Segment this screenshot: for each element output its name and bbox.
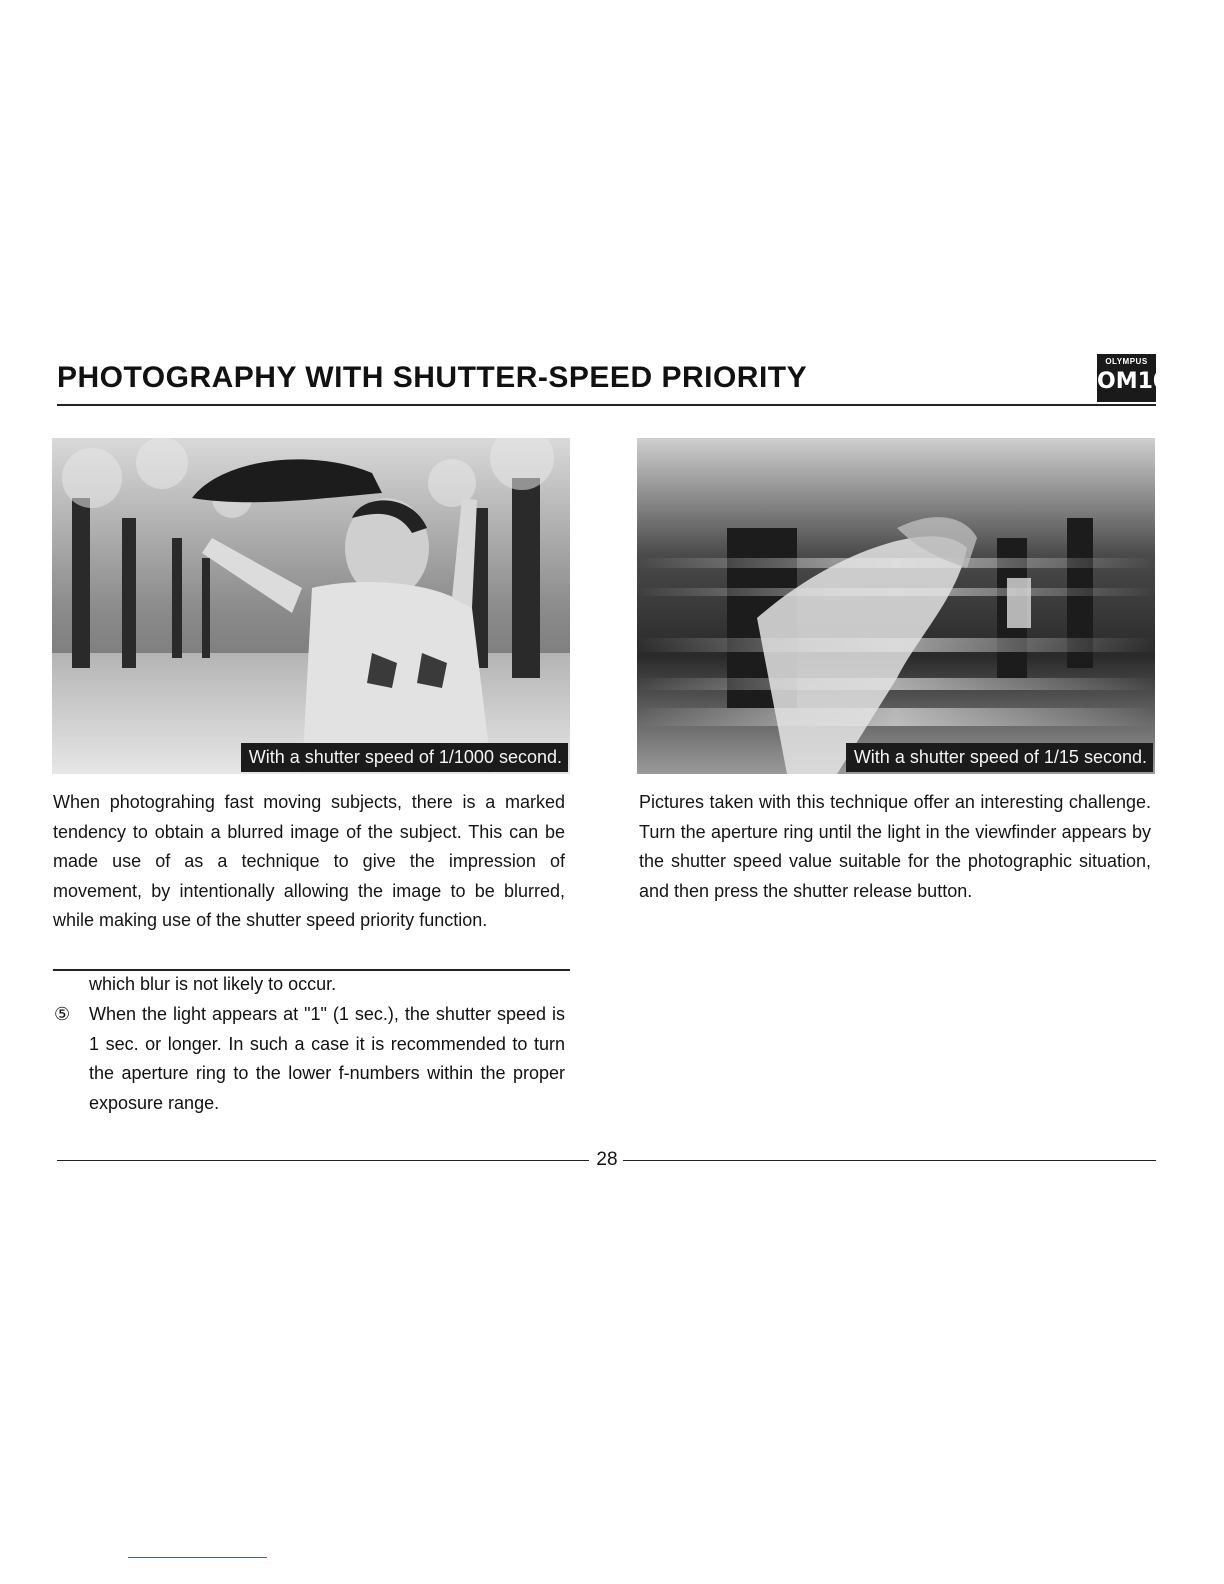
right-paragraph: Pictures taken with this technique offer an interesting challenge. Turn the aperture ring until the light in the viewfinder appears by the shutter speed value suitable for the photographic situation, and then press the shutter release button. [639,792,1151,901]
footer-rule-right [623,1160,1156,1161]
logo-brand: OLYMPUS [1105,357,1148,366]
photo-sharp [52,438,570,774]
note-number-marker: ⑤ [54,1004,71,1024]
left-paragraph: When photograhing fast moving subjects, there is a marked tendency to obtain a blurred image of the subject. This can be made use of as a technique to give the impression of movement, by intentionally allowing the image to be blurred, while making use of the shutter speed priority function. [53,792,565,931]
page-number: 28 [596,1149,618,1170]
logo-model: OM10 [1097,369,1169,394]
photo-caption-slow: With a shutter speed of 1/15 second. [846,743,1153,772]
olympus-om10-logo [1097,354,1169,402]
stray-underline [128,1557,267,1558]
note-item-5: When the light appears at "1" (1 sec.), the shutter speed is 1 sec. or longer. In such a case it is recommended to turn the aperture ring to the lower f-numbers within the proper exposure range. [89,1004,565,1113]
photo-blurred [637,438,1155,774]
page-title: PHOTOGRAPHY WITH SHUTTER-SPEED PRIORITY [57,361,808,394]
note-continuation: which blur is not likely to occur. [89,974,337,994]
footer-rule-left [57,1160,589,1161]
title-rule [57,404,1156,406]
photo-sharp-illustration [52,438,570,774]
photo-caption-fast: With a shutter speed of 1/1000 second. [241,743,568,772]
photo-blurred-illustration [637,438,1155,774]
